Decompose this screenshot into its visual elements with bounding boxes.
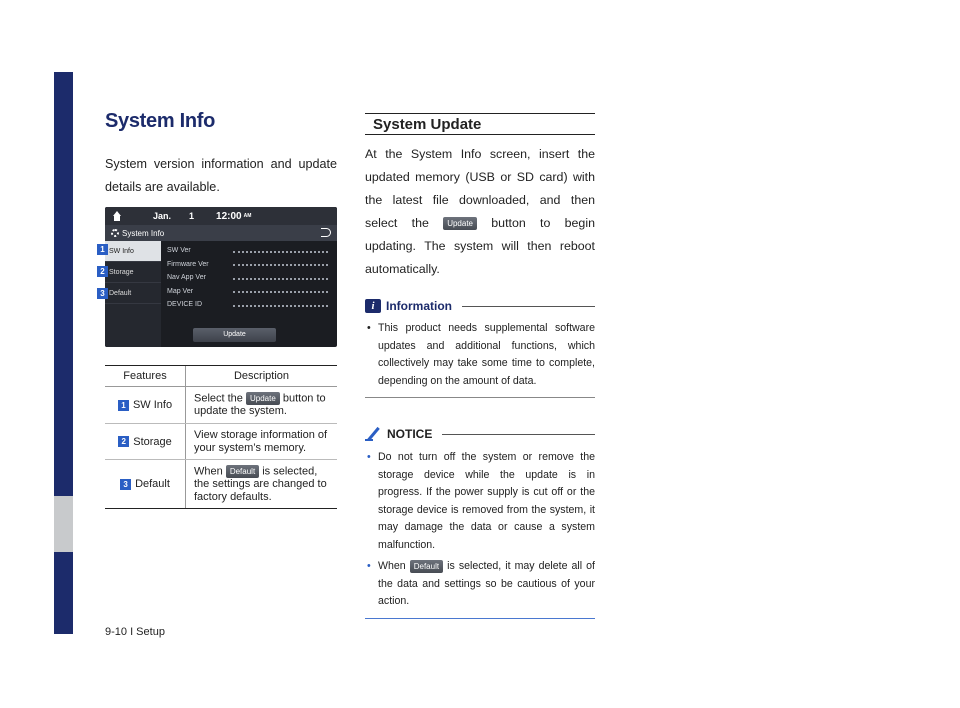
row-number: 1 [118,400,129,411]
feature-cell [105,387,186,423]
dots-placeholder [233,303,328,307]
feature-name: Storage [133,435,172,448]
table-row [105,387,337,424]
screen-time: 12:00 [216,210,242,222]
header-features: Features [105,366,186,386]
gear-icon [111,229,119,237]
description-cell: View storage information of your system’s memory. [194,429,328,454]
description-cell [186,460,337,508]
screen-title: System Info [122,228,165,238]
screen-date: Jan. [153,211,172,221]
system-update-title: System Update [365,113,595,135]
screen-day: 1 [189,211,195,221]
divider [462,306,595,307]
menu-item-default: Default [105,283,161,304]
info-row [167,244,332,258]
side-tab-bar-lower [54,552,73,634]
back-icon [321,228,331,237]
information-title: Information [386,299,452,313]
notice-bullet [365,558,595,611]
information-bullet: • This product needs supplemental software updates and additional functions, which collectively may take some time to complete, depending on the amount of data. [365,320,595,390]
section-title: System Info [105,110,216,132]
notice-bullet: • Do not turn off the system or remove the storage device while the update is in progress. If the power supply is cut off or the storage device is removed from the system, it may damage the data or cause a system malfunction. [365,449,595,554]
update-chip: Update [246,392,280,405]
home-icon [111,211,123,222]
screen-ampm: AM [243,213,252,219]
page-footer: 9-10 I Setup [105,626,165,638]
table-row [105,424,337,460]
system-update-paragraph [365,143,595,281]
information-header [365,299,595,313]
system-info-screenshot [105,207,337,347]
default-chip: Default [410,560,443,573]
menu-item-sw-info: SW Info [105,241,161,262]
info-row [167,258,332,272]
information-box [365,299,595,398]
info-row [167,285,332,299]
dots-placeholder [233,249,328,253]
default-chip: Default [226,465,259,478]
notice-header [365,426,595,442]
para-text: At the System Info screen, insert the updated memory (USB or SD card) with the latest file downloaded, and then select the [365,147,595,230]
info-row [167,298,332,312]
system-update-section [365,113,595,619]
info-row [167,271,332,285]
notice-title: NOTICE [387,427,433,441]
divider [442,434,595,435]
table-row [105,460,337,508]
desc-text: is selected, the settings are changed to factory defaults. [194,465,327,504]
row-number: 3 [120,479,131,490]
info-row-label: Map Ver [167,287,194,295]
dots-placeholder [233,289,328,293]
side-tab-bar [54,72,73,496]
dots-placeholder [233,276,328,280]
dots-placeholder [233,262,328,266]
screen-update-button: Update [193,328,276,342]
pen-icon [365,426,381,442]
desc-text: button to update the system. [194,392,326,418]
header-description: Description [233,370,290,382]
desc-text: When [194,465,223,478]
section-intro: System version information and update details are available. [105,157,337,194]
update-chip: Update [443,217,477,230]
menu-item-storage: Storage [105,262,161,283]
screen-status-bar [105,207,337,225]
feature-cell [105,424,186,459]
feature-cell [105,460,186,508]
screen-title-bar [105,225,337,241]
screen-info-list [167,244,332,312]
info-icon: i [365,299,381,313]
divider [365,618,595,619]
notice-text: When [378,560,406,572]
feature-name: Default [135,478,170,490]
table-header [105,366,337,387]
feature-name: SW Info [132,399,173,411]
side-tab-indicator [54,496,73,552]
info-row-label: DEVICE ID [167,301,203,309]
notice-box [365,426,595,619]
notice-text: is selected, it may delete all of the data and settings so be cautious of your action. [378,560,595,607]
callout-2: 2 [97,266,108,277]
info-row-label: SW Ver [167,247,191,255]
features-table [105,365,337,509]
para-text: button to begin updating. The system will then reboot automatically. [365,216,595,276]
screen-menu [105,241,161,347]
info-row-label: Nav App Ver [167,274,206,282]
desc-text: Select the [194,392,243,405]
system-info-section [105,110,337,199]
row-number: 2 [118,436,129,447]
description-cell [186,387,337,423]
divider [365,397,595,398]
info-row-label: Firmware Ver [167,260,209,268]
callout-1: 1 [97,244,108,255]
callout-3: 3 [97,288,108,299]
